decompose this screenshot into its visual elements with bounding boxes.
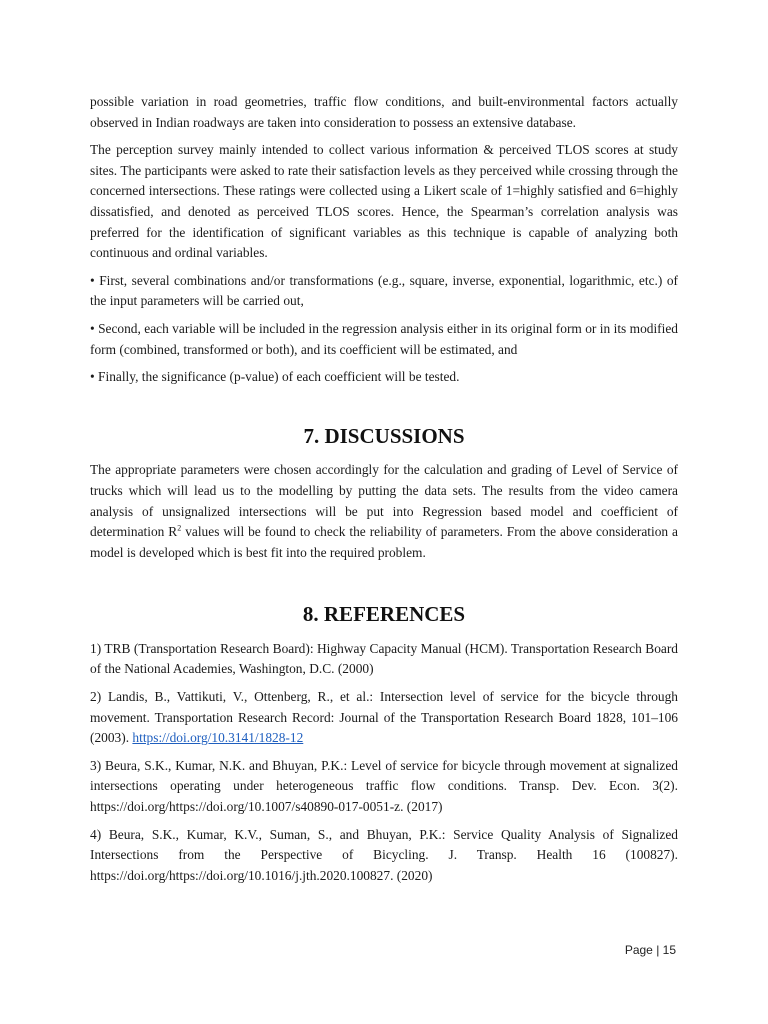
r-squared-superscript: 2 [177,523,182,533]
discussions-heading: 7. DISCUSSIONS [303,423,465,448]
page-number: Page | 15 [624,943,676,957]
bullet-item-1: • First, several combinations and/or transformations (e.g., square, inverse, exponential, logarithmic, etc.) of the input parameters will be carried out, [90,272,678,309]
bullet-item-3: • Finally, the significance (p-value) of each coefficient will be tested. [90,369,460,385]
references-heading: 8. REFERENCES [302,602,466,627]
reference-item-3: 3) Beura, S.K., Kumar, N.K. and Bhuyan, P.K.: Level of service for bicycle through movement at signalized intersections operating under heterogeneous traffic flow conditions. Transp. Dev. Econ. 3(2). https://doi.org/https://doi.org/10.1007/s40890-017-0051-z. (2017) [90,757,678,815]
document-page [90,92,678,893]
bullet-item-2: • Second, each variable will be included in the regression analysis either in its original form or in its modified form (combined, transformed or both), and its coefficient will be estimated, and [90,320,678,357]
reference-item-2 [90,687,678,749]
discussions-text-part-2: values will be found to check the reliability of parameters. From the above consideration a model is developed which is best fit into the required problem. [90,524,678,560]
discussions-paragraph [90,460,678,563]
reference-item-1: 1) TRB (Transportation Research Board): Highway Capacity Manual (HCM). Transportation Research Board of the National Academies, Washington, D.C. (2000) [90,640,678,677]
discussions-text-part-1: The appropriate parameters were chosen accordingly for the calculation and grading of Level of Service of trucks which will lead us to the modelling by putting the data sets. The results from the video camera analysis of unsignalized intersections will be put into Regression based model and coefficient of determination R [90,462,678,540]
intro-paragraph-1: possible variation in road geometries, traffic flow conditions, and built-environmental factors actually observed in Indian roadways are taken into consideration to possess an extensive database. [90,94,678,130]
reference-item-4: 4) Beura, S.K., Kumar, K.V., Suman, S., and Bhuyan, P.K.: Service Quality Analysis of Signalized Intersections from the Perspective of Bicycling. J. Transp. Health 16 (100827). https://doi.org/https://doi.org/10.1016/j.jth.2020.100827. (2020) [90,826,678,883]
intro-paragraph-2: The perception survey mainly intended to collect various information & perceived TLOS scores at study sites. The participants were asked to rate their satisfaction levels as they perceived while crossing through the concerned intersections. These ratings were collected using a Likert scale of 1=highly satisfied and 6=highly dissatisfied, and denoted as perceived TLOS scores. Hence, the Spearman’s correlation analysis was preferred for the identification of significant variables as this technique is capable of analyzing both continuous and ordinal variables. [90,142,678,261]
reference-2-text: 2) Landis, B., Vattikuti, V., Ottenberg, R., et al.: Intersection level of service for the bicycle through movement. Transportation Research Record: Journal of the Transportation Research Board 1828, 101–106 (2003). [90,689,678,746]
reference-2-doi-link[interactable]: https://doi.org/10.3141/1828-12 [132,730,304,746]
